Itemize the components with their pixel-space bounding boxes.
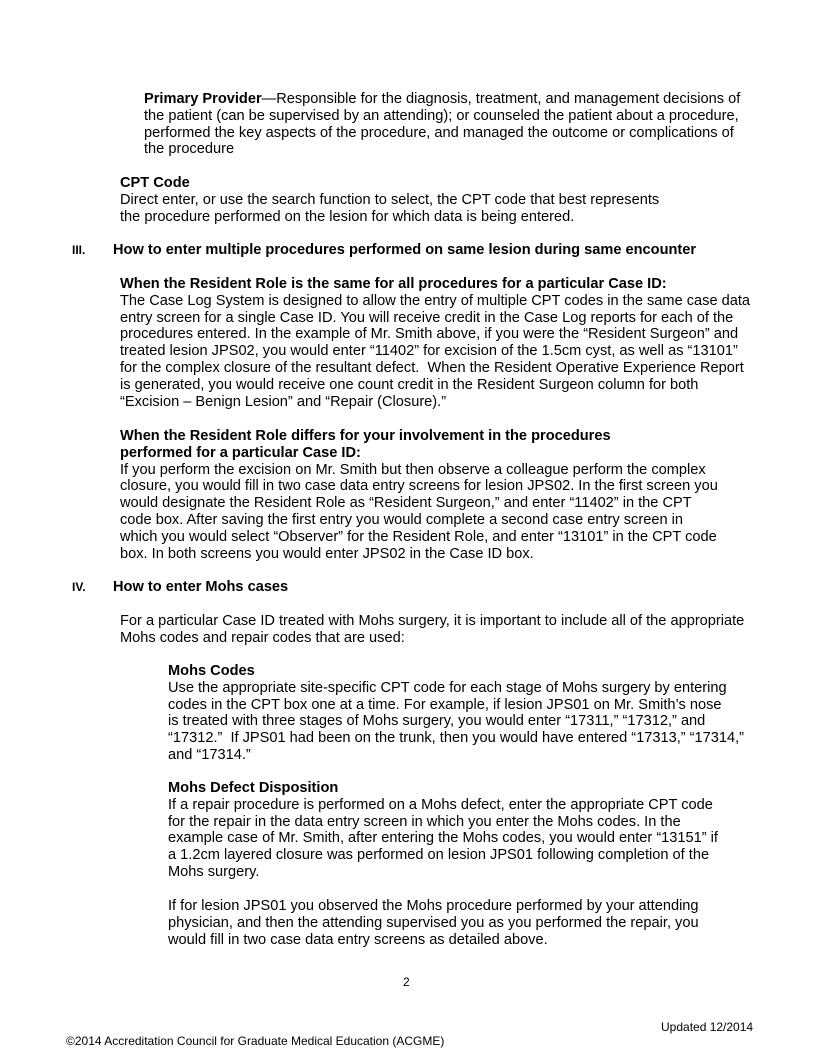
text-line: “Excision – Benign Lesion” and “Repair (Closure).” xyxy=(120,393,447,410)
text-line: Mohs codes and repair codes that are used: xyxy=(120,629,405,646)
text-line: would designate the Resident Role as “Resident Surgeon,” and enter “11402” in the CPT xyxy=(120,495,692,512)
text-line: for the complex closure of the resultant defect. When the Resident Operative Experience Report xyxy=(120,359,744,376)
mohs-codes-block xyxy=(168,663,768,764)
primary-provider-paragraph xyxy=(144,91,784,158)
text-line: is generated, you would receive one count credit in the Resident Surgeon column for both xyxy=(120,376,699,393)
text-line: procedures entered. In the example of Mr. Smith above, if you were the “Resident Surgeon” and xyxy=(120,326,739,343)
sub2-heading-line-1: When the Resident Role differs for your involvement in the procedures xyxy=(120,428,611,444)
sub1-heading: When the Resident Role is the same for all procedures for a particular Case ID: xyxy=(120,276,667,292)
section-3-sub1 xyxy=(120,276,770,410)
text-line: would fill in two case data entry screens as detailed above. xyxy=(168,931,548,948)
text-line: entry screen for a single Case ID. You will receive credit in the Case Log reports for each of the xyxy=(120,309,734,326)
text-line: codes in the CPT box one at a time. For example, if lesion JPS01 on Mr. Smith’s nose xyxy=(168,696,722,713)
section-3-numeral: III. xyxy=(72,243,86,257)
text-line: —Responsible for the diagnosis, treatment, and management decisions of xyxy=(261,91,741,107)
text-line: Direct enter, or use the search function to select, the CPT code that best represents xyxy=(120,191,660,208)
text-line: If for lesion JPS01 you observed the Mohs procedure performed by your attending xyxy=(168,898,699,914)
text-line: box. In both screens you would enter JPS02 in the Case ID box. xyxy=(120,545,534,562)
section-3-sub2 xyxy=(120,428,770,562)
text-line: a 1.2cm layered closure was performed on lesion JPS01 following completion of the xyxy=(168,847,710,864)
text-line: the patient (can be supervised by an attending); or counseled the patient about a procedure, xyxy=(144,107,739,124)
text-line: Mohs surgery. xyxy=(168,863,260,880)
section-4-numeral: IV. xyxy=(72,580,86,594)
text-line: the procedure xyxy=(144,141,235,158)
text-line: and “17314.” xyxy=(168,746,251,763)
text-line: which you would select “Observer” for the Resident Role, and enter “13101” in the CPT code xyxy=(120,528,717,545)
section-3-title: How to enter multiple procedures performed on same lesion during same encounter xyxy=(113,242,697,258)
cpt-code-heading: CPT Code xyxy=(120,175,190,191)
section-4-intro xyxy=(120,613,770,647)
mohs-defect-heading: Mohs Defect Disposition xyxy=(168,780,339,796)
text-line: Use the appropriate site-specific CPT code for each stage of Mohs surgery by entering xyxy=(168,679,727,696)
primary-provider-term: Primary Provider xyxy=(144,91,262,107)
text-line: If you perform the excision on Mr. Smith but then observe a colleague perform the complex xyxy=(120,461,706,478)
text-line: code box. After saving the first entry you would complete a second case entry screen in xyxy=(120,511,683,528)
mohs-codes-heading: Mohs Codes xyxy=(168,663,255,679)
section-4-title: How to enter Mohs cases xyxy=(113,579,289,595)
mohs-observe-paragraph xyxy=(168,898,768,948)
mohs-defect-block xyxy=(168,780,768,881)
text-line: For a particular Case ID treated with Mohs surgery, it is important to include all of the appropriate xyxy=(120,613,745,629)
copyright-notice: ©2014 Accreditation Council for Graduate Medical Education (ACGME) xyxy=(66,1034,445,1048)
text-line: performed the key aspects of the procedure, and managed the outcome or complications of xyxy=(144,124,734,141)
text-line: closure, you would fill in two case data entry screens for lesion JPS02. In the first screen you xyxy=(120,478,718,495)
text-line: the procedure performed on the lesion for which data is being entered. xyxy=(120,208,575,225)
page-number: 2 xyxy=(403,975,410,989)
text-line: If a repair procedure is performed on a Mohs defect, enter the appropriate CPT code xyxy=(168,796,713,813)
text-line: for the repair in the data entry screen in which you enter the Mohs codes. In the xyxy=(168,813,681,830)
sub2-heading-line-2: performed for a particular Case ID: xyxy=(120,444,361,461)
text-line: example case of Mr. Smith, after entering the Mohs codes, you would enter “13151” if xyxy=(168,830,718,847)
text-line: “17312.” If JPS01 had been on the trunk, then you would have entered “17313,” “17314,” xyxy=(168,730,745,747)
text-line: is treated with three stages of Mohs surgery, you would enter “17311,” “17312,” and xyxy=(168,713,706,730)
text-line: The Case Log System is designed to allow the entry of multiple CPT codes in the same case data xyxy=(120,292,751,309)
text-line: treated lesion JPS02, you would enter “11402” for excision of the 1.5cm cyst, as well as “13101” xyxy=(120,343,738,360)
updated-date: Updated 12/2014 xyxy=(661,1020,754,1034)
text-line: physician, and then the attending supervised you as you performed the repair, you xyxy=(168,914,699,931)
cpt-code-block xyxy=(120,175,760,225)
